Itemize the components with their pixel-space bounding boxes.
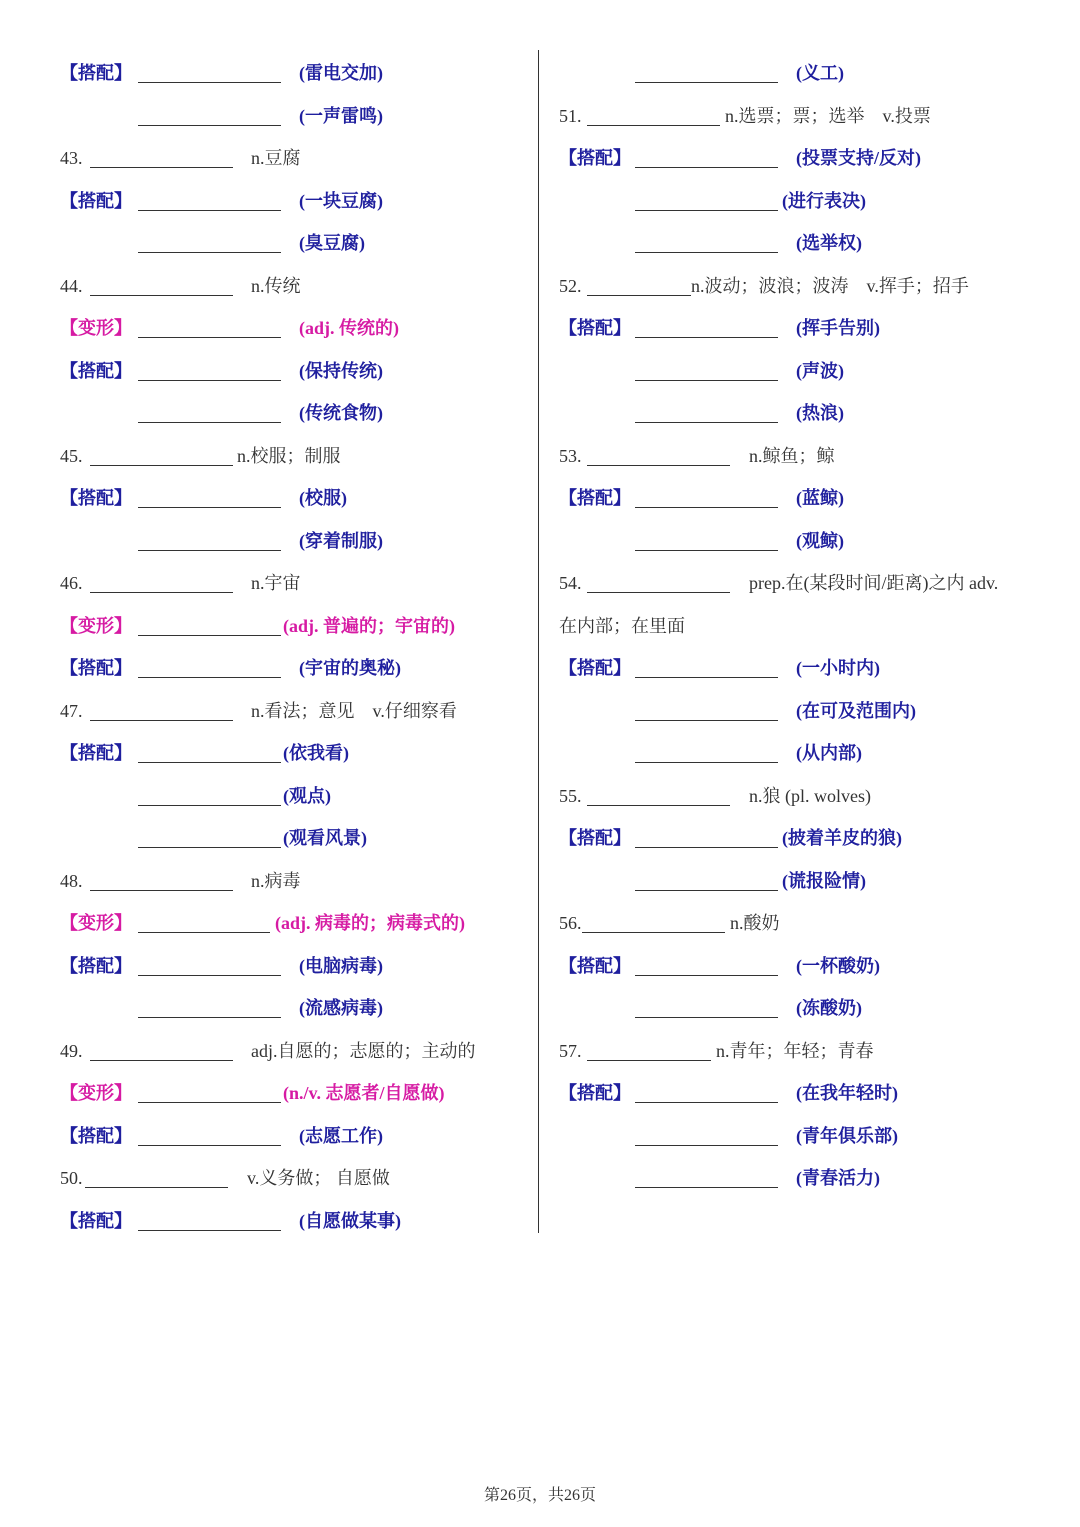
answer-blank[interactable] [582,912,725,933]
word-meaning: n.看法；意见 v.仔细察看 [251,700,457,721]
worksheet-line [0,1163,530,1193]
answer-blank[interactable] [635,742,778,763]
worksheet-line [540,101,1070,131]
collocation-label: 【搭配】 [559,1083,631,1103]
answer-blank[interactable] [138,530,281,551]
worksheet-line [540,653,1070,683]
item-number: 51. [559,105,582,126]
worksheet-line [0,951,530,981]
answer-blank[interactable] [138,742,281,763]
answer-blank[interactable] [635,1125,778,1146]
answer-blank[interactable] [635,657,778,678]
variant-label: 【变形】 [60,615,132,636]
answer-blank[interactable] [635,147,778,168]
worksheet-line [540,696,1070,726]
collocation-hint: (挥手告别) [796,318,880,338]
answer-blank[interactable] [90,1040,233,1061]
collocation-label: 【搭配】 [60,1125,132,1146]
worksheet-line [540,823,1070,853]
answer-blank[interactable] [138,785,281,806]
answer-blank[interactable] [138,1125,281,1146]
collocation-hint: (雷电交加) [299,63,383,83]
answer-blank[interactable] [635,530,778,551]
worksheet-line [0,483,530,513]
answer-blank[interactable] [85,1167,228,1188]
worksheet-line [0,526,530,556]
collocation-hint: (穿着制服) [299,530,383,551]
word-meaning: n.校服；制服 [237,445,341,466]
worksheet-line [540,866,1070,896]
column-divider [538,50,539,1233]
answer-blank[interactable] [635,360,778,381]
worksheet-line [540,271,1070,301]
variant-hint: (n./v. 志愿者/自愿做) [283,1083,445,1103]
answer-blank[interactable] [587,572,730,593]
word-meaning: n.病毒 [251,870,301,891]
collocation-hint: (保持传统) [299,360,383,381]
answer-blank[interactable] [138,827,281,848]
worksheet-line [0,398,530,428]
answer-blank[interactable] [138,317,281,338]
collocation-hint: (冻酸奶) [796,998,862,1018]
worksheet-line [0,356,530,386]
worksheet-line [540,1036,1070,1066]
collocation-hint: (观看风景) [283,828,367,848]
collocation-hint: (青春活力) [796,1168,880,1188]
variant-label: 【变形】 [60,913,132,933]
collocation-hint: (校服) [299,488,347,508]
collocation-label: 【搭配】 [60,743,132,763]
item-number: 56. [559,913,582,933]
collocation-label: 【搭配】 [60,190,132,211]
variant-hint: (adj. 普遍的；宇宙的) [283,615,455,636]
worksheet-line [540,951,1070,981]
answer-blank[interactable] [138,487,281,508]
answer-blank[interactable] [587,785,730,806]
answer-blank[interactable] [635,870,778,891]
worksheet-line [0,1078,530,1108]
word-meaning: n.青年；年轻；青春 [716,1040,874,1061]
answer-blank[interactable] [635,955,778,976]
worksheet-line [540,398,1070,428]
word-meaning: n.选票；票；选举 v.投票 [725,105,931,126]
answer-blank[interactable] [138,955,281,976]
collocation-hint: (声波) [796,360,844,381]
worksheet-line [0,823,530,853]
worksheet-line [540,1163,1070,1193]
collocation-label: 【搭配】 [559,828,631,848]
collocation-hint: (谎报险情) [782,870,866,891]
item-number: 52. [559,275,582,296]
worksheet-line [540,568,1070,598]
answer-blank[interactable] [90,870,233,891]
answer-blank[interactable] [635,190,778,211]
answer-blank[interactable] [587,275,691,296]
collocation-hint: (一小时内) [796,658,880,678]
collocation-hint: (电脑病毒) [299,955,383,976]
item-number: 55. [559,785,582,806]
collocation-hint: (青年俱乐部) [796,1125,898,1146]
collocation-hint: (在我年轻时) [796,1083,898,1103]
item-number: 47. [60,700,83,721]
collocation-hint: (义工) [796,63,844,83]
collocation-hint: (依我看) [283,743,349,763]
collocation-label: 【搭配】 [60,658,132,678]
answer-blank[interactable] [635,487,778,508]
answer-blank[interactable] [138,912,270,933]
answer-blank[interactable] [138,62,281,83]
answer-blank[interactable] [90,445,233,466]
collocation-hint: (一块豆腐) [299,190,383,211]
answer-blank[interactable] [635,997,778,1018]
item-number: 54. [559,573,582,593]
collocation-hint: (投票支持/反对) [796,148,921,168]
page-footer: 第26页，共26页 [483,1487,596,1504]
worksheet-line [540,228,1070,258]
worksheet-line [540,781,1070,811]
collocation-hint: (流感病毒) [299,998,383,1018]
word-meaning: n.传统 [251,275,301,296]
collocation-label: 【搭配】 [559,488,631,508]
answer-blank[interactable] [138,360,281,381]
collocation-hint: (自愿做某事) [299,1210,401,1231]
collocation-hint: (观鲸) [796,530,844,551]
worksheet-line [0,781,530,811]
answer-blank[interactable] [90,275,233,296]
item-number: 50. [60,1168,83,1188]
worksheet-line [0,568,530,598]
collocation-label: 【搭配】 [60,955,132,976]
worksheet-line [0,228,530,258]
collocation-label: 【搭配】 [60,1210,132,1231]
worksheet-line [540,1121,1070,1151]
collocation-hint: (宇宙的奥秘) [299,658,401,678]
answer-blank[interactable] [90,700,233,721]
collocation-hint: (选举权) [796,233,862,253]
answer-blank[interactable] [635,62,778,83]
answer-blank[interactable] [635,1167,778,1188]
collocation-hint: (披着羊皮的狼) [782,828,902,848]
collocation-hint: (在可及范围内) [796,700,916,721]
collocation-label: 【搭配】 [60,360,132,381]
worksheet-line [0,58,530,88]
answer-blank[interactable] [90,147,233,168]
answer-blank[interactable] [635,232,778,253]
worksheet-line [540,143,1070,173]
worksheet-line [0,696,530,726]
word-meaning: n.鲸鱼；鲸 [749,445,835,466]
word-meaning: prep.在(某段时间/距离)之内 adv. [749,573,999,593]
worksheet-line [0,653,530,683]
answer-blank[interactable] [138,1210,281,1231]
worksheet-line [540,993,1070,1023]
word-meaning: n.波动；波浪；波涛 v.挥手；招手 [691,275,969,296]
worksheet-line [540,908,1070,938]
collocation-label: 【搭配】 [559,148,631,168]
worksheet-line [540,611,1070,641]
collocation-hint: (蓝鲸) [796,488,844,508]
word-meaning: n.狼 (pl. wolves) [749,785,871,806]
worksheet-line [0,611,530,641]
worksheet-line [0,738,530,768]
collocation-label: 【搭配】 [60,63,132,83]
answer-blank[interactable] [635,1082,778,1103]
worksheet-line [540,483,1070,513]
worksheet-line [0,143,530,173]
answer-blank[interactable] [90,572,233,593]
answer-blank[interactable] [138,402,281,423]
answer-blank[interactable] [138,615,281,636]
answer-blank[interactable] [138,1082,281,1103]
collocation-hint: (传统食物) [299,403,383,423]
worksheet-line [540,441,1070,471]
collocation-label: 【搭配】 [559,658,631,678]
worksheet-line [0,271,530,301]
collocation-hint: (热浪) [796,403,844,423]
collocation-hint: (观点) [283,785,331,806]
worksheet-line [540,526,1070,556]
worksheet-line [0,1036,530,1066]
worksheet-line [0,866,530,896]
worksheet-line [540,1078,1070,1108]
variant-hint: (adj. 病毒的；病毒式的) [275,913,465,933]
worksheet-line [0,1206,530,1236]
answer-blank[interactable] [635,827,778,848]
answer-blank[interactable] [138,190,281,211]
worksheet-line [540,186,1070,216]
word-meaning: adj.自愿的；志愿的；主动的 [251,1040,476,1061]
collocation-hint: (一杯酸奶) [796,955,880,976]
answer-blank[interactable] [138,657,281,678]
item-number: 45. [60,445,83,466]
worksheet-line [540,313,1070,343]
answer-blank[interactable] [138,232,281,253]
worksheet-line [0,1121,530,1151]
answer-blank[interactable] [587,445,730,466]
word-meaning: n.宇宙 [251,573,301,593]
collocation-hint: (进行表决) [782,190,866,211]
item-number: 48. [60,870,83,891]
item-number: 44. [60,275,83,296]
word-meaning: n.酸奶 [730,913,780,933]
worksheet-line [0,993,530,1023]
variant-label: 【变形】 [60,318,132,338]
worksheet-line [540,738,1070,768]
worksheet-line [0,186,530,216]
word-meaning: n.豆腐 [251,148,301,168]
worksheet-line [540,58,1070,88]
worksheet-line [540,356,1070,386]
word-meaning: v.义务做； 自愿做 [247,1168,390,1188]
answer-blank[interactable] [635,700,778,721]
answer-blank[interactable] [138,105,281,126]
item-number: 57. [559,1040,582,1061]
collocation-hint: (臭豆腐) [299,233,365,253]
answer-blank[interactable] [635,402,778,423]
collocation-hint: (从内部) [796,743,862,763]
answer-blank[interactable] [635,317,778,338]
item-number: 43. [60,148,83,168]
worksheet-line [0,101,530,131]
collocation-hint: (一声雷鸣) [299,105,383,126]
variant-hint: (adj. 传统的) [299,318,399,338]
item-number: 53. [559,445,582,466]
worksheet-line [0,313,530,343]
collocation-label: 【搭配】 [559,955,631,976]
variant-label: 【变形】 [60,1083,132,1103]
answer-blank[interactable] [587,105,720,126]
worksheet-line [0,441,530,471]
item-number: 49. [60,1040,83,1061]
item-number: 46. [60,573,83,593]
answer-blank[interactable] [587,1040,711,1061]
worksheet-line [0,908,530,938]
collocation-label: 【搭配】 [60,488,132,508]
meaning-continuation: 在内部；在里面 [559,615,685,636]
collocation-hint: (志愿工作) [299,1125,383,1146]
answer-blank[interactable] [138,997,281,1018]
collocation-label: 【搭配】 [559,318,631,338]
